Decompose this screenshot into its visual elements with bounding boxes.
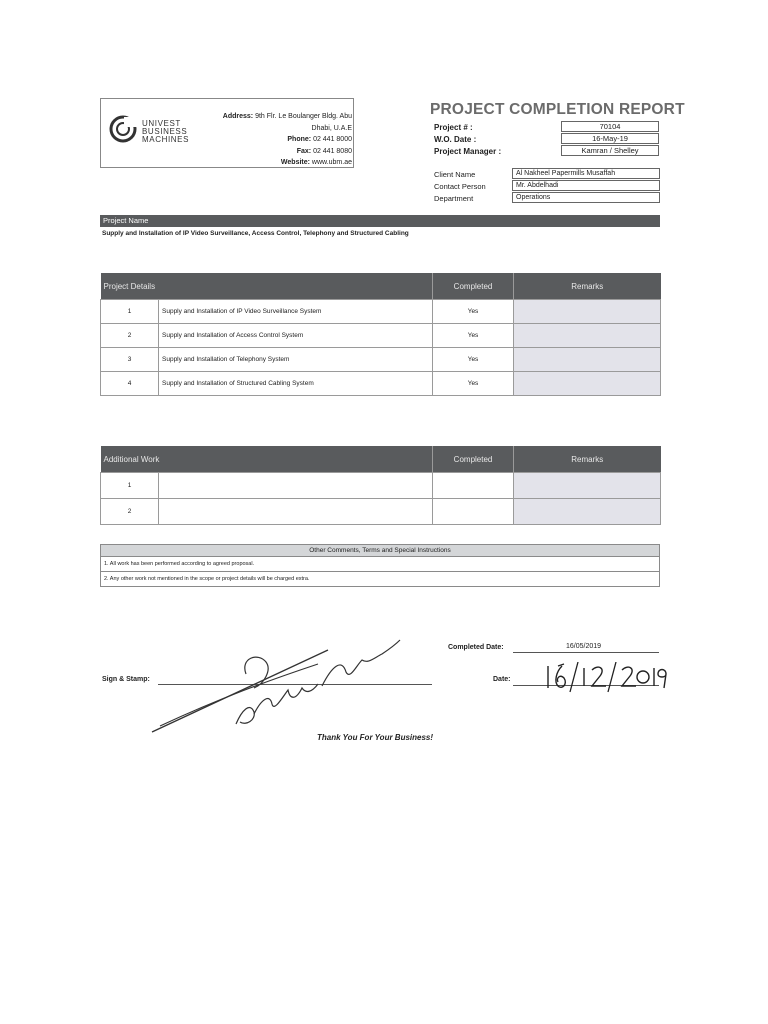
row-completed — [433, 473, 514, 499]
comment-line: 2. Any other work not mentioned in the scope or project details will be charged extra. — [101, 572, 660, 587]
row-number: 1 — [101, 473, 159, 499]
row-description: Supply and Installation of Access Control System — [159, 324, 433, 348]
table-row — [101, 499, 661, 525]
completed-header: Completed — [433, 273, 514, 300]
row-remarks — [514, 348, 661, 372]
project-number-value: 70104 — [561, 121, 659, 132]
report-title: PROJECT COMPLETION REPORT — [430, 101, 685, 118]
contact-person-label: Contact Person — [434, 182, 486, 191]
contact-person-value: Mr. Abdelhadi — [512, 180, 660, 191]
completed-date-value: 16/05/2019 — [566, 643, 602, 650]
wo-date-value: 16-May-19 — [561, 133, 659, 144]
row-description: Supply and Installation of IP Video Surveillance System — [159, 300, 433, 324]
department-value: Operations — [512, 192, 660, 203]
table-row — [101, 300, 661, 324]
comments-header: Other Comments, Terms and Special Instructions — [101, 545, 660, 557]
row-remarks — [514, 499, 661, 525]
row-remarks — [514, 324, 661, 348]
company-address: Address: 9th Flr. Le Boulanger Bldg. Abu Dhabi, U.A.E Phone: 02 441 8000 Fax: 02 441 8080 Website: www.ubm.ae — [222, 113, 352, 166]
row-description — [159, 473, 433, 499]
project-manager-label: Project Manager : — [434, 147, 502, 156]
row-remarks — [514, 372, 661, 396]
additional-work-table — [100, 446, 661, 525]
completed-date-line — [513, 652, 659, 653]
row-completed: Yes — [433, 348, 514, 372]
row-completed: Yes — [433, 372, 514, 396]
thank-you-message: Thank You For Your Business! — [317, 733, 434, 742]
row-number: 2 — [101, 499, 159, 525]
row-remarks — [514, 473, 661, 499]
project-number-label: Project # : — [434, 123, 473, 132]
project-name-bar: Project Name — [100, 215, 660, 227]
completed-date-label: Completed Date: — [448, 644, 504, 651]
table-row — [101, 372, 661, 396]
row-remarks — [514, 300, 661, 324]
project-manager-value: Kamran / Shelley — [561, 145, 659, 156]
date-label: Date: — [493, 676, 511, 683]
completed-header: Completed — [433, 446, 514, 473]
company-logo-icon — [108, 114, 138, 144]
sign-stamp-label: Sign & Stamp: — [102, 676, 150, 683]
row-completed: Yes — [433, 324, 514, 348]
row-number: 3 — [101, 348, 159, 372]
project-name-value: Supply and Installation of IP Video Surveillance, Access Control, Telephony and Structured Cabling — [102, 230, 409, 237]
remarks-header: Remarks — [514, 273, 661, 300]
row-completed: Yes — [433, 300, 514, 324]
signature-icon — [150, 628, 410, 738]
table-row — [101, 348, 661, 372]
client-name-value: Al Nakheel Papermills Musaffah — [512, 168, 660, 179]
table-row — [101, 324, 661, 348]
remarks-header: Remarks — [514, 446, 661, 473]
row-description: Supply and Installation of Structured Cabling System — [159, 372, 433, 396]
department-label: Department — [434, 194, 474, 203]
wo-date-label: W.O. Date : — [434, 135, 477, 144]
table-header-row — [101, 446, 661, 473]
row-number: 4 — [101, 372, 159, 396]
project-details-table — [100, 273, 661, 396]
comments-table — [100, 544, 660, 587]
project-details-header: Project Details — [101, 273, 433, 300]
comment-line: 1. All work has been performed according to agreed proposal. — [101, 557, 660, 572]
client-name-label: Client Name — [434, 170, 476, 179]
row-completed — [433, 499, 514, 525]
additional-work-header: Additional Work — [101, 446, 433, 473]
row-number: 2 — [101, 324, 159, 348]
handwritten-date-icon — [544, 662, 668, 694]
company-logo-text: UNIVEST BUSINESS MACHINES — [142, 119, 190, 144]
table-header-row — [101, 273, 661, 300]
table-row — [101, 473, 661, 499]
row-number: 1 — [101, 300, 159, 324]
row-description: Supply and Installation of Telephony System — [159, 348, 433, 372]
row-description — [159, 499, 433, 525]
